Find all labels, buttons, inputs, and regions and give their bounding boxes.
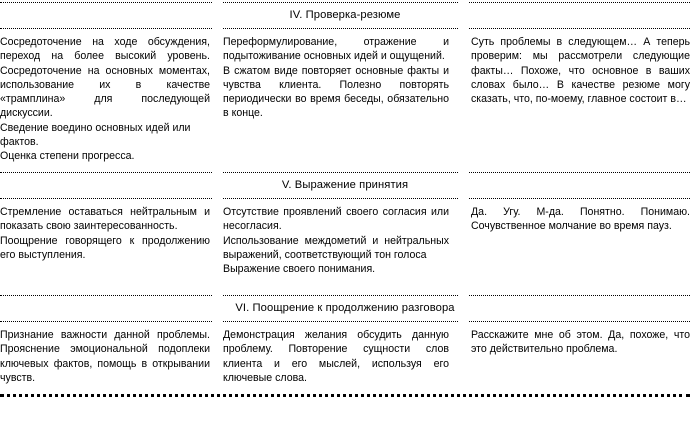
divider-segment — [469, 295, 690, 297]
section-body-iv — [0, 31, 690, 170]
divider-segment — [0, 198, 212, 200]
divider-segment — [469, 321, 690, 323]
column-gutter — [458, 205, 469, 293]
divider-segment — [223, 172, 458, 174]
paragraph: Использование междометий и нейтральных выражений, соответствующий тон голоса — [223, 234, 449, 261]
column-gutter — [212, 205, 223, 293]
divider-gap — [212, 321, 223, 322]
section-heading-vi: VI. Поощрение к продолжению разговора — [235, 302, 455, 314]
cell-vi-purpose — [0, 328, 212, 392]
cell-iv-description — [223, 35, 458, 170]
paragraph: Отсутствие проявлений своего согласия или несогласия. — [223, 206, 449, 233]
cell-iv-purpose — [0, 35, 212, 170]
paragraph: Поощрение говорящего к продолжению его выступления. — [0, 234, 210, 261]
paragraph: Выражение своего понимания. — [223, 263, 376, 276]
divider-gap — [458, 321, 469, 322]
divider-gap — [212, 2, 223, 3]
divider-gap — [212, 28, 223, 29]
divider-gap — [458, 295, 469, 296]
divider-segment — [0, 295, 212, 297]
column-gutter — [458, 35, 469, 170]
divider-segment — [223, 198, 458, 200]
column-gutter — [212, 35, 223, 170]
divider-gap — [458, 172, 469, 173]
divider-segment — [469, 198, 690, 200]
divider-segment — [0, 28, 212, 30]
divider-gap — [458, 198, 469, 199]
divider-segment — [223, 321, 458, 323]
paragraph: Признание важности данной проблемы. Прояснение эмоциональной подоплеки ключевых фактов, помощь в открывании чувств. — [0, 329, 210, 384]
divider-segment — [469, 172, 690, 174]
paragraph: В сжатом виде повторяет основные факты и чувства клиента. Полезно повторять периодически во время беседы, обязательно в конце. — [223, 64, 449, 120]
cell-vi-examples — [469, 328, 690, 392]
paragraph: Сосредоточение на ходе обсуждения, переход на более высокий уровень. Сосредоточение на основных моментах, использование их в качестве «трамплина» для последующей дискуссии. — [0, 36, 210, 120]
section-body-v — [0, 201, 690, 293]
column-gutter — [458, 328, 469, 392]
paragraph: Стремление оставаться нейтральным и показать свою заинтересованность. — [0, 206, 210, 233]
section-heading-v: V. Выражение принятия — [281, 179, 409, 191]
cell-iv-examples — [469, 35, 690, 170]
divider-segment — [0, 321, 212, 323]
cell-vi-description — [223, 328, 458, 392]
divider-gap — [212, 172, 223, 173]
paragraph: Демонстрация желания обсудить данную проблему. Повторение сущности слов клиента и его мыслей, используя его ключевые слова. — [223, 329, 449, 384]
divider-segment — [223, 2, 458, 4]
paragraph: Переформулирование, отражение и подытоживание основных идей и ощущений. — [223, 36, 449, 63]
cell-v-purpose — [0, 205, 212, 293]
divider-gap — [458, 28, 469, 29]
divider-segment — [0, 2, 212, 4]
divider-bottom — [0, 394, 690, 400]
cell-v-examples — [469, 205, 690, 293]
paragraph: Да. Угу. М-да. Понятно. Понимаю. Сочувственное молчание во время пауз. — [471, 206, 690, 233]
section-body-vi — [0, 324, 690, 392]
paragraph: Суть проблемы в следующем… А теперь проверим: мы рассмотрели следующие факты… Похоже, что основное в ваших словах было… В качестве резюме могу сказать, что, по-моему, главное состоит в… — [471, 36, 690, 106]
section-heading-iv: IV. Проверка-резюме — [289, 9, 401, 21]
divider-gap — [458, 2, 469, 3]
cell-v-description — [223, 205, 458, 293]
paragraph: Оценка степени прогресса. — [0, 150, 135, 163]
paragraph: Расскажите мне об этом. Да, похоже, что это действительно проблема. — [471, 329, 690, 356]
divider-gap — [212, 198, 223, 199]
divider-segment — [0, 172, 212, 174]
column-gutter — [212, 328, 223, 392]
divider-segment — [469, 28, 690, 30]
divider-gap — [212, 295, 223, 296]
divider-segment — [469, 2, 690, 4]
divider-segment — [223, 28, 458, 30]
divider-segment — [223, 295, 458, 297]
paragraph: Сведение воедино основных идей или фактов. — [0, 121, 191, 149]
